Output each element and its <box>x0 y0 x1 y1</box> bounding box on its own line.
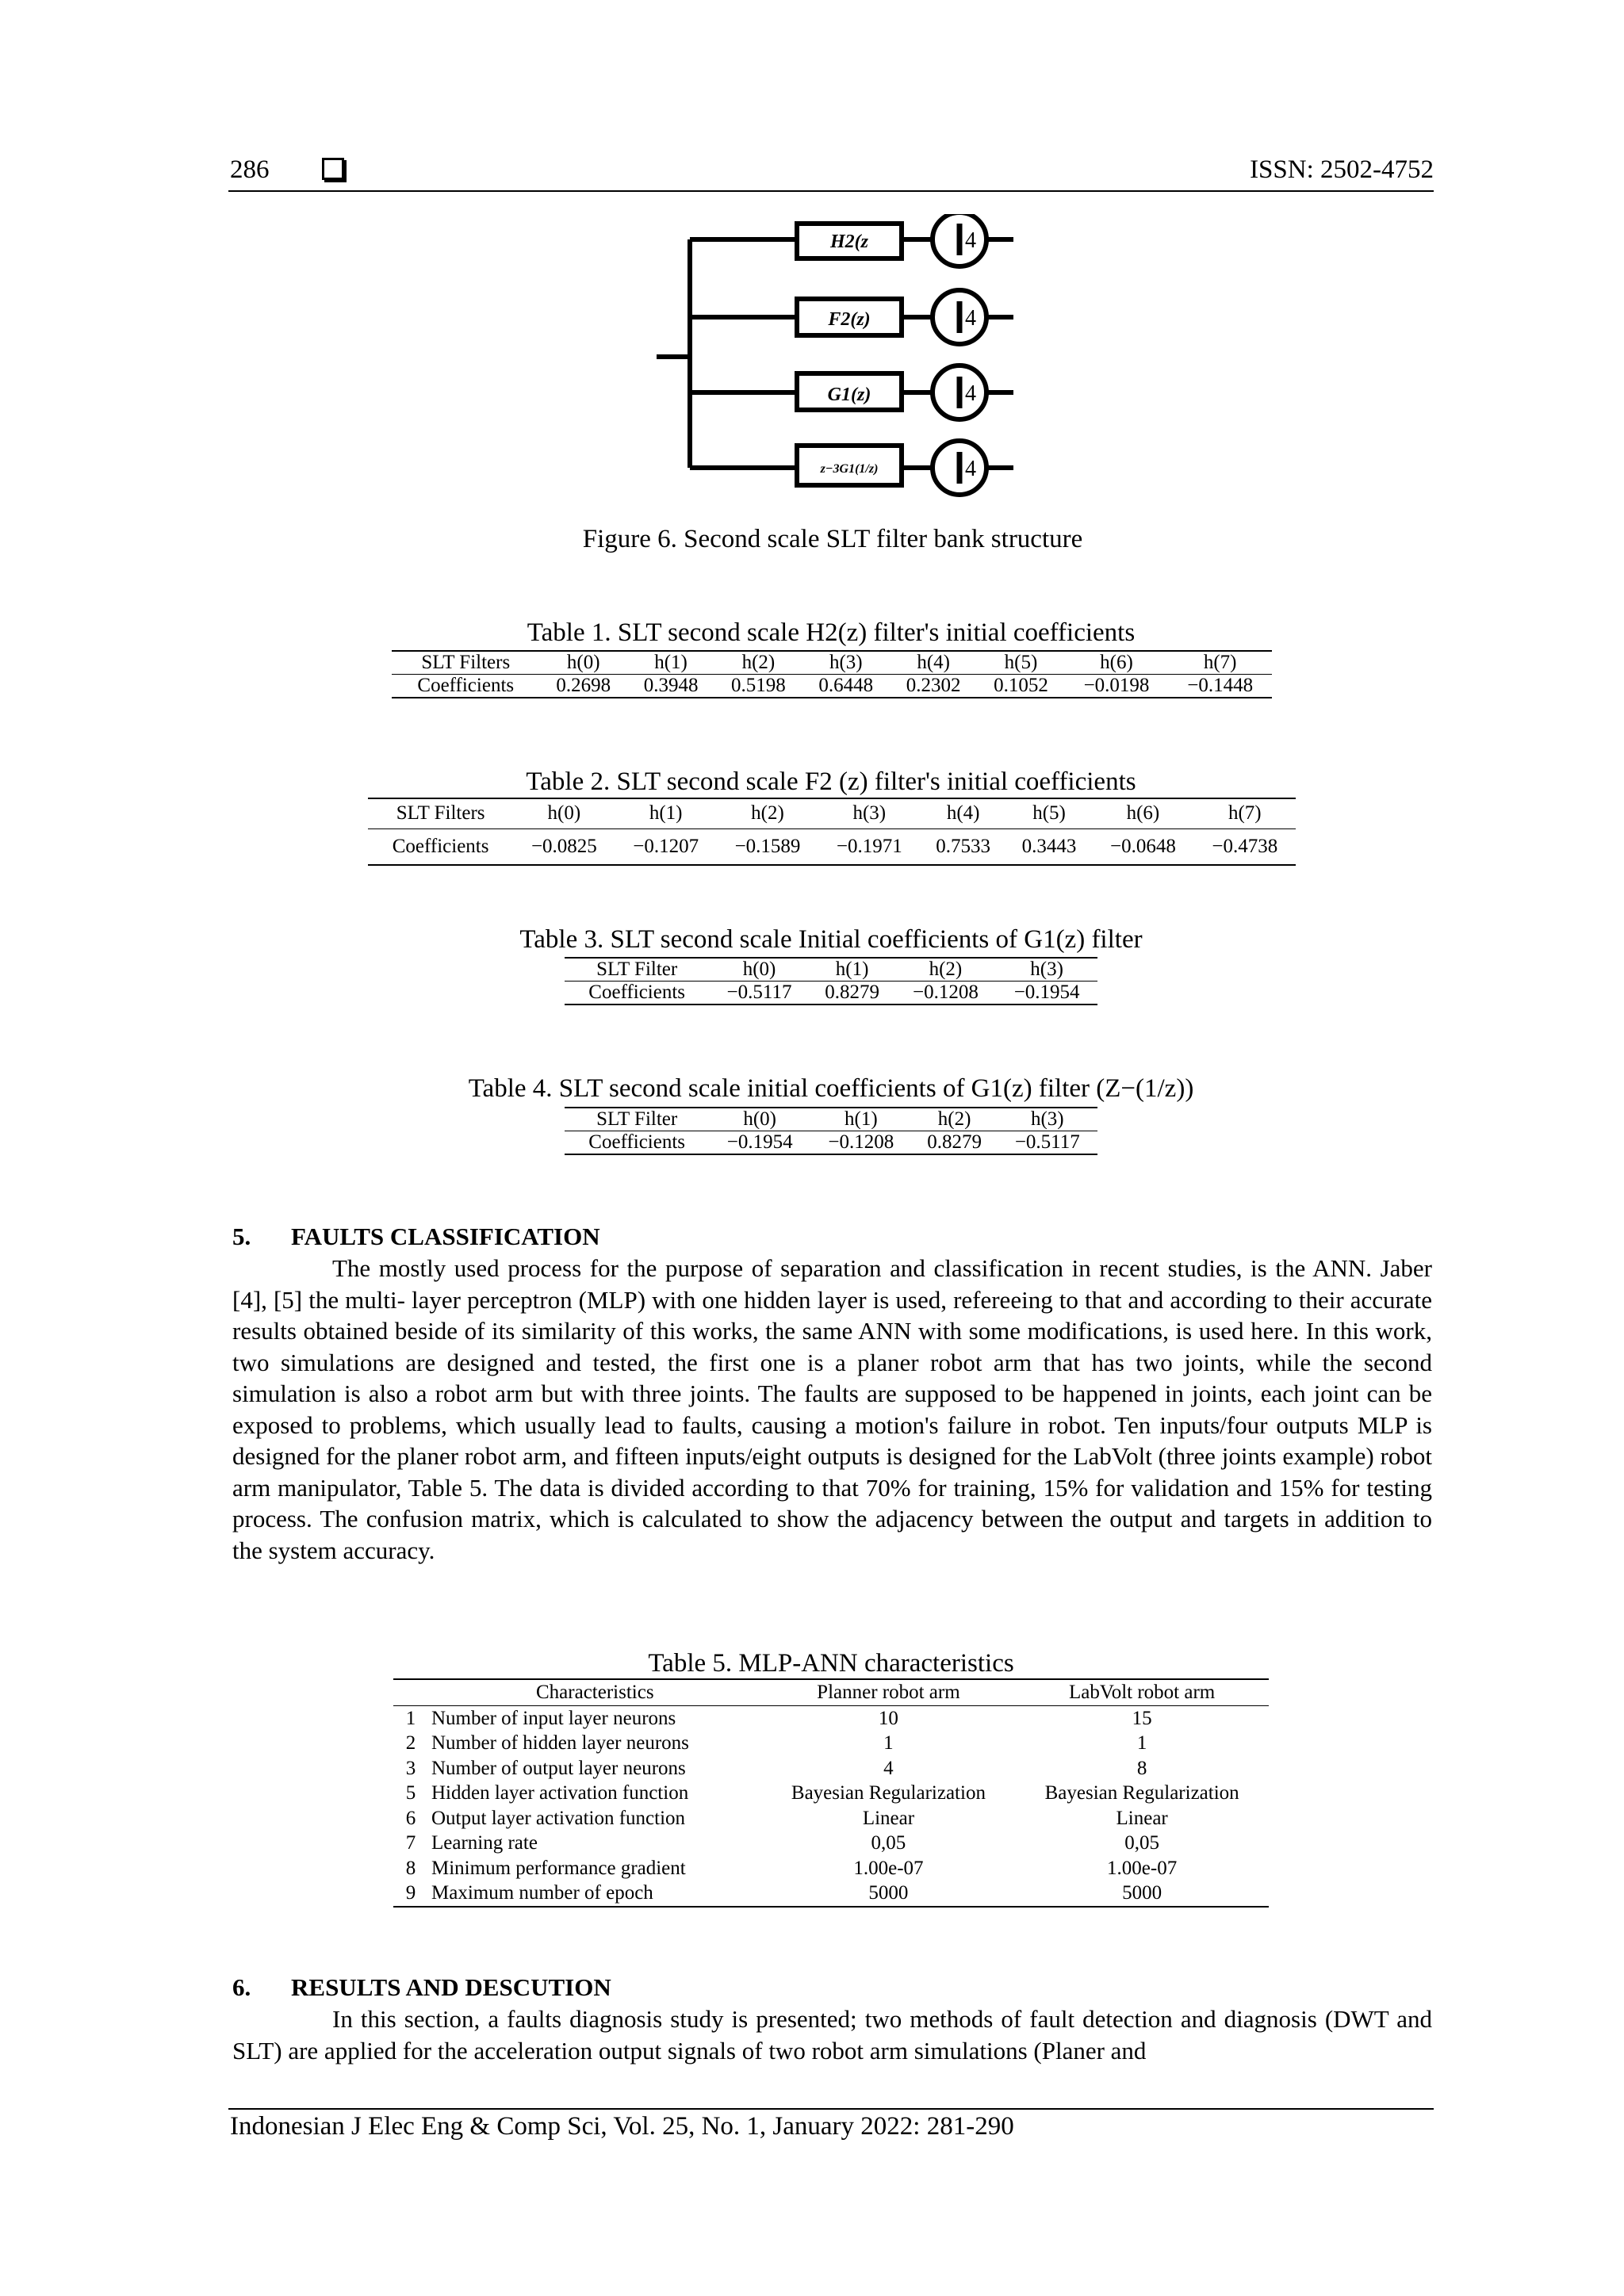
issn: ISSN: 2502-4752 <box>1250 155 1434 184</box>
downsample-label: 4 <box>965 306 976 331</box>
table-cell: 10 <box>878 1707 898 1729</box>
table-cell: 0.8279 <box>825 982 879 1003</box>
table-cell: −0.1971 <box>836 835 902 857</box>
footer-rule <box>228 2108 1434 2110</box>
table-cell: −0.0825 <box>530 835 597 857</box>
table-header-row <box>393 1679 1269 1705</box>
table-cell: Learning rate <box>431 1832 538 1854</box>
table-cell: h(2) <box>751 802 784 825</box>
table5-caption: Table 5. MLP-ANN characteristics <box>648 1649 1014 1678</box>
table-cell: h(5) <box>1004 652 1038 673</box>
table-cell: 5000 <box>868 1882 909 1904</box>
table3 <box>565 957 1097 1005</box>
table-cell: h(3) <box>852 802 887 825</box>
table-cell: SLT Filters <box>421 652 511 673</box>
table-cell: h(0) <box>743 1108 776 1130</box>
table-cell: Characteristics <box>536 1682 654 1703</box>
table-cell: 8 <box>1136 1757 1147 1779</box>
table-cell: h(5) <box>1032 802 1066 825</box>
table-cell: SLT Filter <box>596 959 678 980</box>
section-paragraph: The mostly used process for the purpose of separation and classification in recent studies, is the ANN. Jaber [4], [5] the multi- layer perceptron (MLP) with one hidden layer is used, refereeing to that and according to their accurate results obtained beside of its similarity of this works, the same ANN with some modifications, is used here. In this work, two simulations are designed and tested, the first one is a planer robot arm that has two joints, while the second simulation is also a robot arm but with three joints. The faults are supposed to be happened in joints, each joint can be exposed to problems, which usually lead to faults, causing a motion's failure in robot. Ten inputs/four outputs MLP is designed for the planer robot arm, and fifteen inputs/eight outputs is designed for the LabVolt (three joints example) robot arm manipulator, Table 5. The data is divided according to that 70% for training, 15% for validation and 15% for testing process. The confusion matrix, which is calculated to show the adjacency between the output and targets in addition to the system accuracy. <box>232 1254 1432 1564</box>
table-cell: Linear <box>862 1807 915 1829</box>
table-cell: Linear <box>1116 1807 1168 1829</box>
table-cell: −0.0198 <box>1083 675 1150 696</box>
table1-caption: Table 1. SLT second scale H2(z) filter's initial coefficients <box>527 618 1136 647</box>
table3-caption: Table 3. SLT second scale Initial coefficients of G1(z) filter <box>519 925 1143 954</box>
table-cell: h(0) <box>547 802 581 825</box>
table-row <box>393 1731 1269 1756</box>
section-title: FAULTS CLASSIFICATION <box>291 1223 600 1250</box>
table-cell: h(1) <box>845 1108 878 1130</box>
table2 <box>368 798 1296 866</box>
table-cell: h(3) <box>829 652 863 673</box>
table-cell: 0.5198 <box>731 675 786 696</box>
table-row <box>393 1756 1269 1781</box>
table-cell: h(0) <box>566 652 600 673</box>
table-cell: −0.1448 <box>1187 675 1254 696</box>
section-number: 6. <box>232 1973 251 2001</box>
table2-caption: Table 2. SLT second scale F2 (z) filter's initial coefficients <box>526 767 1136 796</box>
table-cell: 9 <box>405 1882 416 1904</box>
table-cell: SLT Filters <box>396 802 485 825</box>
downsample-label: 4 <box>965 228 976 253</box>
table-row <box>393 1806 1269 1831</box>
table-cell: −0.5117 <box>726 982 792 1003</box>
table-cell: −0.1954 <box>726 1131 793 1153</box>
table-header-row <box>565 1108 1097 1131</box>
table-cell: LabVolt robot arm <box>1069 1682 1216 1703</box>
table-row <box>565 1131 1097 1155</box>
table-cell: Number of output layer neurons <box>431 1757 686 1779</box>
table-cell: 15 <box>1132 1707 1152 1729</box>
table-cell: 1.00e-07 <box>1107 1857 1178 1879</box>
table-cell: −0.4738 <box>1212 835 1278 857</box>
table1 <box>392 650 1272 698</box>
table-cell: −0.1954 <box>1013 982 1080 1003</box>
table-cell: SLT Filter <box>596 1108 678 1130</box>
table-cell: h(6) <box>1126 802 1160 825</box>
table-cell: h(2) <box>937 1108 971 1130</box>
table-cell: 2 <box>405 1732 416 1754</box>
table-row <box>392 675 1272 698</box>
section-number: 5. <box>232 1223 251 1250</box>
section-paragraph: In this section, a faults diagnosis study is presented; two methods of fault detection and diagnosis (DWT and SLT) are applied for the acceleration output signals of two robot arm simulations (Planer and <box>232 2005 1432 2064</box>
table-row <box>393 1831 1269 1856</box>
table-cell: h(7) <box>1203 652 1237 673</box>
table-row <box>393 1781 1269 1806</box>
table-row <box>393 1856 1269 1881</box>
table-row <box>393 1881 1269 1907</box>
footer-citation: Indonesian J Elec Eng & Comp Sci, Vol. 25, No. 1, January 2022: 281-290 <box>230 2112 1014 2141</box>
table-cell: Hidden layer activation function <box>431 1782 689 1804</box>
table-cell: Coefficients <box>588 982 686 1003</box>
table-cell: −0.1207 <box>633 835 699 857</box>
table-cell: −0.1589 <box>734 835 801 857</box>
table-cell: Planner robot arm <box>817 1682 960 1703</box>
table-cell: h(3) <box>1030 1108 1064 1130</box>
table-cell: h(1) <box>649 802 683 825</box>
table-cell: 1 <box>1136 1732 1147 1754</box>
block-label-f2: F2(z) <box>828 309 871 330</box>
table-cell: Number of input layer neurons <box>431 1707 676 1729</box>
table-row <box>393 1705 1269 1731</box>
block-label-g1: G1(z) <box>827 385 871 405</box>
table-cell: 0,05 <box>871 1832 906 1854</box>
table-cell: 0.3948 <box>643 675 699 696</box>
table4 <box>565 1107 1097 1155</box>
table-cell: h(6) <box>1100 652 1133 673</box>
table-cell: 0.7533 <box>936 835 991 857</box>
table-header-row <box>368 798 1296 828</box>
table-cell: 5 <box>405 1782 416 1804</box>
table-cell: −0.1208 <box>828 1131 894 1153</box>
table-cell: 5000 <box>1122 1882 1162 1904</box>
table-cell: −0.5117 <box>1014 1131 1080 1153</box>
table5 <box>393 1678 1269 1908</box>
downsample-label: 4 <box>965 381 976 406</box>
table-cell: h(4) <box>917 652 950 673</box>
table-cell: Coefficients <box>417 675 515 696</box>
table-cell: h(0) <box>742 959 776 980</box>
table-cell: 0.8279 <box>927 1131 982 1153</box>
table-cell: 1 <box>405 1707 416 1729</box>
table-cell: 1.00e-07 <box>853 1857 924 1879</box>
header-rule <box>228 190 1434 192</box>
table-cell: Output layer activation function <box>431 1807 686 1829</box>
table-cell: h(1) <box>835 959 869 980</box>
table-cell: 0.2302 <box>906 675 961 696</box>
table-cell: 3 <box>405 1757 416 1779</box>
table-cell: h(2) <box>929 959 963 980</box>
table-cell: 6 <box>405 1807 416 1829</box>
table-cell: 0.6448 <box>818 675 874 696</box>
table-cell: 0.2698 <box>556 675 611 696</box>
table-header-row <box>565 958 1097 982</box>
table-cell: 1 <box>883 1732 894 1754</box>
filter-bank-diagram <box>650 214 1047 499</box>
page-number: 286 <box>230 155 270 184</box>
table-cell: 0.3443 <box>1021 835 1077 857</box>
table-cell: Maximum number of epoch <box>431 1882 653 1904</box>
table-cell: h(7) <box>1228 802 1262 825</box>
table-cell: −0.0648 <box>1109 835 1176 857</box>
table-cell: 4 <box>883 1757 894 1779</box>
table-cell: 0.1052 <box>994 675 1048 696</box>
table-row <box>368 828 1296 865</box>
table-cell: Bayesian Regularization <box>1044 1782 1239 1804</box>
table-cell <box>393 1679 428 1705</box>
table-cell: 0,05 <box>1124 1832 1160 1854</box>
table-cell: Number of hidden layer neurons <box>431 1732 689 1754</box>
table-cell: −0.1208 <box>912 982 979 1003</box>
table-cell: Coefficients <box>392 835 489 857</box>
table-cell: h(3) <box>1030 959 1063 980</box>
table-cell: 7 <box>405 1832 416 1854</box>
table4-caption: Table 4. SLT second scale initial coefficients of G1(z) filter (Z−(1/z)) <box>468 1074 1194 1103</box>
table-cell: Coefficients <box>588 1131 686 1153</box>
figure-caption: Figure 6. Second scale SLT filter bank structure <box>582 525 1083 553</box>
block-label-h2: H2(z <box>830 232 868 252</box>
section-title: RESULTS AND DESCUTION <box>291 1973 611 2001</box>
table-cell: h(1) <box>654 652 688 673</box>
table-cell: 8 <box>405 1857 416 1879</box>
table-cell: h(4) <box>946 802 980 825</box>
table-header-row <box>392 651 1272 675</box>
downsample-label: 4 <box>965 457 976 481</box>
table-cell: h(2) <box>741 652 776 673</box>
table-cell: Bayesian Regularization <box>791 1782 986 1804</box>
square-bullet-icon <box>322 158 344 180</box>
block-label-g1-reversed: z−3G1(1/z) <box>820 462 879 476</box>
table-row <box>565 982 1097 1005</box>
table-cell: Minimum performance gradient <box>431 1857 686 1879</box>
